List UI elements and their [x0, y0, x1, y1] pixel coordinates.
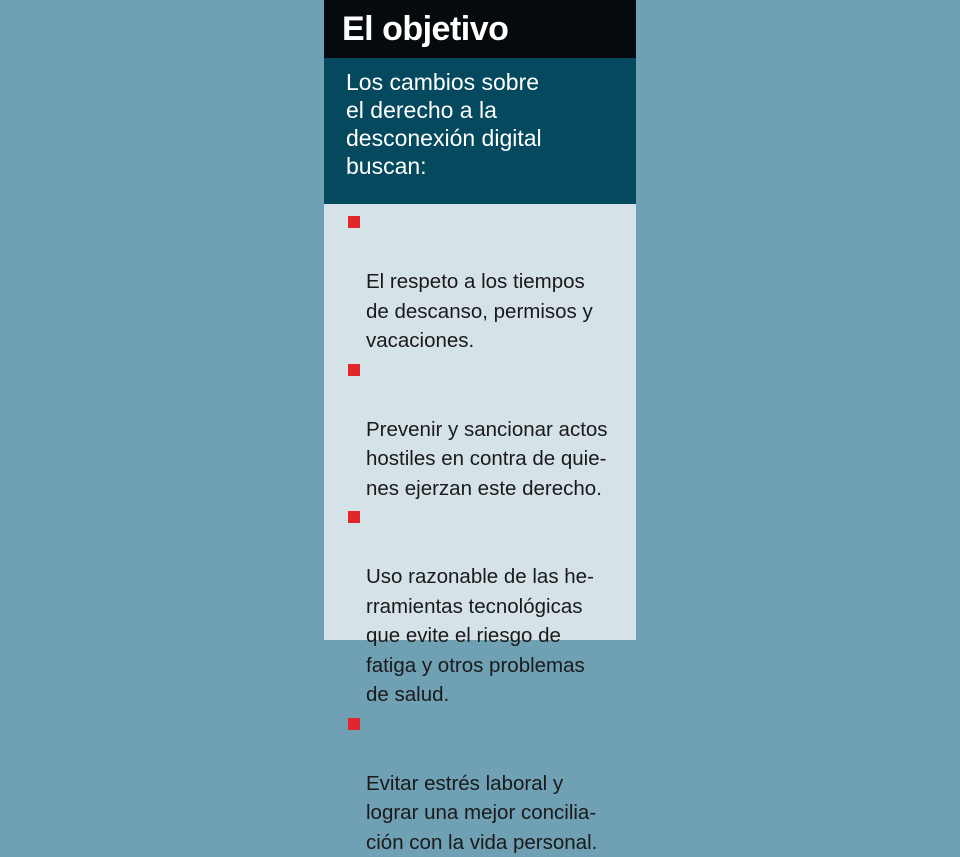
info-panel	[324, 0, 636, 640]
list-item	[348, 503, 636, 710]
red-square-bullet-icon	[348, 216, 360, 228]
red-square-bullet-icon	[348, 364, 360, 376]
list-item-text: Prevenir y sancionar actos hostiles en contra de quie- nes ejerzan este derecho.	[366, 418, 608, 500]
list-item-text: Uso razonable de las he- rramientas tecnológicas que evite el riesgo de fatiga y otros problemas de salud.	[366, 565, 594, 706]
list-item-text: El respeto a los tiempos de descanso, permisos y vacaciones.	[366, 270, 593, 352]
list-item	[348, 208, 636, 356]
panel-title: El objetivo	[324, 0, 636, 58]
intro-text: Los cambios sobre el derecho a la desconexión digital buscan:	[324, 58, 636, 204]
objectives-list	[324, 204, 636, 857]
red-square-bullet-icon	[348, 511, 360, 523]
list-item-text: Evitar estrés laboral y lograr una mejor concilia- ción con la vida personal.	[366, 772, 597, 854]
red-square-bullet-icon	[348, 718, 360, 730]
list-item	[348, 710, 636, 857]
list-item	[348, 356, 636, 504]
